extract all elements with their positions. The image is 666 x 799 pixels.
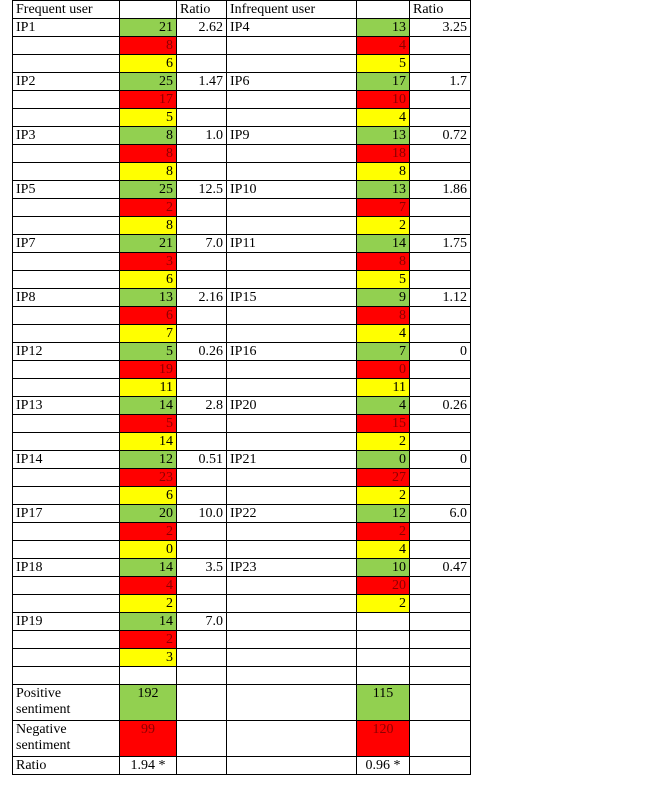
empty-cell	[13, 145, 120, 163]
empty-cell	[227, 253, 357, 271]
empty-cell	[177, 37, 227, 55]
negative-count: 18	[357, 145, 410, 163]
empty-cell	[177, 91, 227, 109]
negative-count: 23	[120, 469, 177, 487]
ratio-value: 0.26	[177, 343, 227, 361]
ratio-value: 1.12	[410, 289, 471, 307]
empty-cell	[13, 91, 120, 109]
neutral-count: 6	[120, 487, 177, 505]
neutral-count: 11	[120, 379, 177, 397]
ratio-value: 0	[410, 343, 471, 361]
empty-cell	[227, 649, 357, 667]
table-row	[13, 523, 471, 541]
table-row	[13, 307, 471, 325]
negative-count: 3	[120, 253, 177, 271]
empty-cell	[177, 595, 227, 613]
empty-cell	[410, 433, 471, 451]
participant-id: IP9	[227, 127, 357, 145]
empty-cell	[227, 307, 357, 325]
empty-cell	[13, 415, 120, 433]
empty-cell	[13, 649, 120, 667]
neutral-count: 14	[120, 433, 177, 451]
positive-count: 25	[120, 181, 177, 199]
positive-count: 14	[120, 397, 177, 415]
ratio-value: 0.47	[410, 559, 471, 577]
table-row	[13, 181, 471, 199]
participant-id: IP7	[13, 235, 120, 253]
ratio-value: 2.8	[177, 397, 227, 415]
table-row	[13, 217, 471, 235]
negative-total-row	[13, 721, 471, 757]
positive-count: 12	[120, 451, 177, 469]
empty-cell	[177, 271, 227, 289]
ratio-value: 10.0	[177, 505, 227, 523]
table-row	[13, 289, 471, 307]
empty-cell	[227, 37, 357, 55]
table-row	[13, 487, 471, 505]
participant-id: IP13	[13, 397, 120, 415]
ratio-total-row	[13, 757, 471, 775]
empty-cell	[410, 631, 471, 649]
table-row	[13, 577, 471, 595]
empty-cell	[13, 433, 120, 451]
neutral-count: 4	[357, 109, 410, 127]
positive-count: 25	[120, 73, 177, 91]
empty-cell	[177, 469, 227, 487]
table-row	[13, 451, 471, 469]
ratio-total-frequent: 1.94 *	[120, 757, 177, 775]
positive-count: 13	[357, 181, 410, 199]
totals-section	[13, 667, 471, 775]
empty-cell	[357, 649, 410, 667]
empty-cell	[410, 469, 471, 487]
empty-cell	[410, 55, 471, 73]
participant-id: IP14	[13, 451, 120, 469]
neutral-count: 3	[120, 649, 177, 667]
empty-cell	[227, 199, 357, 217]
table-row	[13, 235, 471, 253]
neutral-count: 2	[120, 595, 177, 613]
ratio-value: 1.47	[177, 73, 227, 91]
participant-id: IP17	[13, 505, 120, 523]
table-row	[13, 127, 471, 145]
positive-count: 0	[357, 451, 410, 469]
table-row	[13, 559, 471, 577]
empty-cell	[177, 199, 227, 217]
table-row	[13, 163, 471, 181]
empty-cell	[410, 271, 471, 289]
empty-cell	[177, 253, 227, 271]
neutral-count: 2	[357, 217, 410, 235]
negative-count: 0	[357, 361, 410, 379]
participant-id: IP21	[227, 451, 357, 469]
table-row	[13, 469, 471, 487]
empty-cell	[227, 163, 357, 181]
empty-cell	[410, 649, 471, 667]
empty-cell	[227, 109, 357, 127]
positive-count: 14	[120, 559, 177, 577]
empty-cell	[13, 55, 120, 73]
empty-cell	[410, 595, 471, 613]
ratio-value: 1.86	[410, 181, 471, 199]
participant-id: IP5	[13, 181, 120, 199]
positive-count: 20	[120, 505, 177, 523]
negative-count: 4	[120, 577, 177, 595]
empty-cell	[410, 145, 471, 163]
empty-cell	[410, 217, 471, 235]
empty-cell	[177, 523, 227, 541]
empty-header-cell	[357, 1, 410, 19]
empty-cell	[13, 253, 120, 271]
empty-cell	[227, 631, 357, 649]
positive-count: 14	[357, 235, 410, 253]
empty-cell	[13, 469, 120, 487]
participant-id: IP2	[13, 73, 120, 91]
empty-cell	[177, 631, 227, 649]
empty-cell	[227, 595, 357, 613]
negative-count: 27	[357, 469, 410, 487]
positive-sentiment-label: Positive sentiment	[13, 685, 120, 721]
positive-count: 13	[357, 19, 410, 37]
negative-count: 8	[120, 37, 177, 55]
positive-count: 21	[120, 235, 177, 253]
ratio-value: 1.75	[410, 235, 471, 253]
empty-cell	[227, 487, 357, 505]
ratio-value: 0.26	[410, 397, 471, 415]
empty-cell	[410, 361, 471, 379]
empty-cell	[177, 541, 227, 559]
positive-count: 5	[120, 343, 177, 361]
ratio-value: 2.16	[177, 289, 227, 307]
sentiment-table	[12, 0, 471, 775]
positive-total-row	[13, 685, 471, 721]
empty-cell	[227, 55, 357, 73]
negative-count: 6	[120, 307, 177, 325]
empty-cell	[227, 577, 357, 595]
header-row	[13, 1, 471, 19]
negative-count: 2	[120, 523, 177, 541]
positive-count: 17	[357, 73, 410, 91]
empty-cell	[410, 487, 471, 505]
empty-cell	[13, 109, 120, 127]
infrequent-user-header: Infrequent user	[227, 1, 357, 19]
empty-cell	[177, 217, 227, 235]
negative-count: 4	[357, 37, 410, 55]
table-row	[13, 145, 471, 163]
negative-count: 17	[120, 91, 177, 109]
ratio-value: 3.5	[177, 559, 227, 577]
table-row	[13, 37, 471, 55]
table-row	[13, 109, 471, 127]
participant-id: IP16	[227, 343, 357, 361]
participant-id: IP12	[13, 343, 120, 361]
empty-cell	[227, 361, 357, 379]
participant-id: IP15	[227, 289, 357, 307]
empty-cell	[410, 325, 471, 343]
positive-total-frequent: 192	[120, 685, 177, 721]
positive-count: 8	[120, 127, 177, 145]
empty-cell	[410, 523, 471, 541]
neutral-count: 8	[120, 217, 177, 235]
empty-cell	[13, 631, 120, 649]
empty-cell	[13, 523, 120, 541]
empty-cell	[227, 523, 357, 541]
table-row	[13, 253, 471, 271]
table-row	[13, 631, 471, 649]
table-row	[13, 433, 471, 451]
empty-cell	[177, 379, 227, 397]
empty-cell	[13, 379, 120, 397]
empty-cell	[227, 541, 357, 559]
empty-cell	[227, 91, 357, 109]
neutral-count: 8	[357, 163, 410, 181]
negative-count: 20	[357, 577, 410, 595]
negative-count: 7	[357, 199, 410, 217]
table-row	[13, 397, 471, 415]
neutral-count: 6	[120, 55, 177, 73]
participant-id: IP18	[13, 559, 120, 577]
negative-count: 15	[357, 415, 410, 433]
empty-cell	[177, 163, 227, 181]
empty-cell	[177, 577, 227, 595]
ratio-value: 0.72	[410, 127, 471, 145]
table-row	[13, 343, 471, 361]
participant-id: IP4	[227, 19, 357, 37]
table-row	[13, 379, 471, 397]
empty-cell	[410, 163, 471, 181]
ratio-value: 1.0	[177, 127, 227, 145]
participant-id: IP1	[13, 19, 120, 37]
empty-cell	[13, 595, 120, 613]
empty-cell	[177, 325, 227, 343]
participant-id: IP22	[227, 505, 357, 523]
empty-cell	[177, 649, 227, 667]
table-body	[13, 19, 471, 667]
empty-cell	[177, 55, 227, 73]
negative-count: 2	[120, 631, 177, 649]
positive-count: 14	[120, 613, 177, 631]
positive-count: 12	[357, 505, 410, 523]
positive-count: 7	[357, 343, 410, 361]
empty-cell	[177, 361, 227, 379]
empty-cell	[227, 415, 357, 433]
empty-cell	[410, 37, 471, 55]
participant-id: IP23	[227, 559, 357, 577]
positive-count: 13	[120, 289, 177, 307]
neutral-count: 11	[357, 379, 410, 397]
ratio-total-infrequent: 0.96 *	[357, 757, 410, 775]
empty-header-cell	[120, 1, 177, 19]
empty-cell	[13, 361, 120, 379]
ratio-value: 6.0	[410, 505, 471, 523]
empty-cell	[410, 415, 471, 433]
empty-cell	[177, 307, 227, 325]
neutral-count: 5	[357, 271, 410, 289]
neutral-count: 2	[357, 487, 410, 505]
participant-id: IP11	[227, 235, 357, 253]
empty-cell	[357, 613, 410, 631]
empty-cell	[13, 487, 120, 505]
negative-count: 8	[120, 145, 177, 163]
positive-count: 4	[357, 397, 410, 415]
ratio-left-header: Ratio	[177, 1, 227, 19]
empty-cell	[410, 379, 471, 397]
negative-count: 19	[120, 361, 177, 379]
table-row	[13, 91, 471, 109]
empty-cell	[227, 217, 357, 235]
negative-count: 10	[357, 91, 410, 109]
empty-cell	[410, 307, 471, 325]
ratio-value: 7.0	[177, 613, 227, 631]
participant-id: IP8	[13, 289, 120, 307]
empty-cell	[13, 577, 120, 595]
ratio-value: 2.62	[177, 19, 227, 37]
spacer-row	[13, 667, 471, 685]
ratio-value: 1.7	[410, 73, 471, 91]
empty-cell	[227, 433, 357, 451]
empty-cell	[13, 541, 120, 559]
empty-cell	[357, 631, 410, 649]
empty-cell	[227, 325, 357, 343]
table-row	[13, 595, 471, 613]
table-row	[13, 649, 471, 667]
empty-cell	[227, 379, 357, 397]
empty-cell	[410, 577, 471, 595]
empty-cell	[410, 109, 471, 127]
table-row	[13, 361, 471, 379]
participant-id: IP10	[227, 181, 357, 199]
table-row	[13, 73, 471, 91]
empty-cell	[177, 145, 227, 163]
neutral-count: 8	[120, 163, 177, 181]
neutral-count: 5	[357, 55, 410, 73]
neutral-count: 7	[120, 325, 177, 343]
ratio-value: 3.25	[410, 19, 471, 37]
frequent-user-header: Frequent user	[13, 1, 120, 19]
ratio-value: 0.51	[177, 451, 227, 469]
empty-cell	[227, 145, 357, 163]
positive-count: 10	[357, 559, 410, 577]
neutral-count: 6	[120, 271, 177, 289]
table-row	[13, 55, 471, 73]
neutral-count: 0	[120, 541, 177, 559]
neutral-count: 4	[357, 541, 410, 559]
empty-cell	[410, 199, 471, 217]
empty-cell	[177, 487, 227, 505]
empty-cell	[410, 613, 471, 631]
ratio-value: 7.0	[177, 235, 227, 253]
participant-id: IP3	[13, 127, 120, 145]
empty-cell	[13, 271, 120, 289]
empty-cell	[13, 163, 120, 181]
empty-cell	[227, 469, 357, 487]
empty-cell	[227, 271, 357, 289]
participant-id: IP6	[227, 73, 357, 91]
empty-cell	[13, 37, 120, 55]
empty-cell	[410, 541, 471, 559]
neutral-count: 5	[120, 109, 177, 127]
empty-cell	[13, 307, 120, 325]
empty-cell	[13, 325, 120, 343]
positive-total-infrequent: 115	[357, 685, 410, 721]
ratio-total-label: Ratio	[13, 757, 120, 775]
neutral-count: 2	[357, 433, 410, 451]
negative-count: 2	[120, 199, 177, 217]
participant-id: IP20	[227, 397, 357, 415]
empty-cell	[227, 613, 357, 631]
ratio-right-header: Ratio	[410, 1, 471, 19]
empty-cell	[177, 433, 227, 451]
positive-count: 13	[357, 127, 410, 145]
negative-count: 8	[357, 253, 410, 271]
ratio-value: 0	[410, 451, 471, 469]
table-row	[13, 541, 471, 559]
negative-count: 2	[357, 523, 410, 541]
empty-cell	[410, 253, 471, 271]
empty-cell	[177, 415, 227, 433]
empty-cell	[13, 217, 120, 235]
negative-total-frequent: 99	[120, 721, 177, 757]
table-row	[13, 19, 471, 37]
negative-sentiment-label: Negative sentiment	[13, 721, 120, 757]
negative-count: 8	[357, 307, 410, 325]
empty-cell	[410, 91, 471, 109]
neutral-count: 4	[357, 325, 410, 343]
neutral-count: 2	[357, 595, 410, 613]
negative-count: 5	[120, 415, 177, 433]
table-row	[13, 613, 471, 631]
table-row	[13, 199, 471, 217]
table-row	[13, 415, 471, 433]
table-row	[13, 325, 471, 343]
table-row	[13, 505, 471, 523]
positive-count: 21	[120, 19, 177, 37]
ratio-value: 12.5	[177, 181, 227, 199]
empty-cell	[13, 199, 120, 217]
table-row	[13, 271, 471, 289]
participant-id: IP19	[13, 613, 120, 631]
empty-cell	[177, 109, 227, 127]
negative-total-infrequent: 120	[357, 721, 410, 757]
positive-count: 9	[357, 289, 410, 307]
